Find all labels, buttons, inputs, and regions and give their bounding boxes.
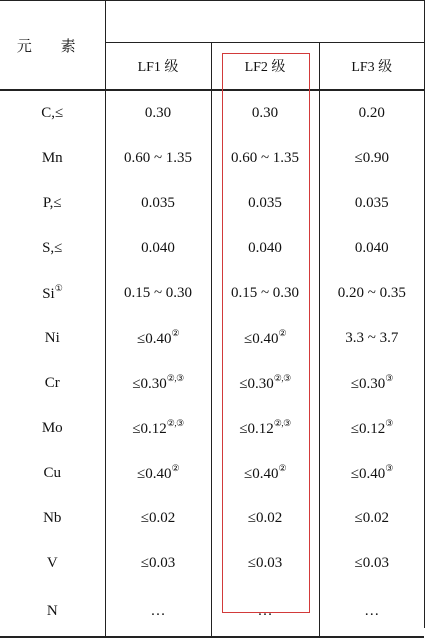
value-cell — [105, 136, 211, 181]
value-text: ≤0.03 — [140, 555, 176, 571]
value-text: ≤0.12 — [350, 421, 386, 437]
value-footnote-mark: ②,③ — [273, 418, 291, 428]
value-cell — [105, 226, 211, 271]
element-name: Ni — [44, 330, 60, 346]
value-cell — [105, 541, 211, 586]
value-cell — [319, 496, 424, 541]
value-cell — [211, 181, 319, 226]
value-cell — [105, 316, 211, 361]
value-cell — [211, 90, 319, 136]
element-name: Cu — [43, 465, 61, 481]
table-row — [0, 136, 424, 181]
value-cell — [319, 541, 424, 586]
table-row — [0, 90, 424, 136]
table-row — [0, 496, 424, 541]
value-text: 0.60 ~ 1.35 — [230, 150, 300, 166]
value-text: 3.3 ~ 3.7 — [345, 330, 399, 346]
value-text: ≤0.02 — [140, 510, 176, 526]
value-cell — [211, 496, 319, 541]
value-text: 0.60 ~ 1.35 — [123, 150, 193, 166]
element-name: Mn — [41, 150, 63, 166]
element-name: C,≤ — [41, 105, 64, 121]
element-name: Nb — [43, 510, 62, 526]
value-text: ≤0.40 — [350, 466, 386, 482]
value-text: … — [364, 602, 380, 619]
value-cell — [211, 586, 319, 637]
value-text: 0.035 — [354, 195, 389, 211]
element-cell — [0, 586, 105, 637]
value-text: ≤0.03 — [354, 555, 389, 571]
table-body — [0, 90, 424, 637]
element-name: Si — [42, 286, 55, 302]
value-footnote-mark: ② — [278, 463, 287, 473]
value-cell — [211, 406, 319, 451]
element-name: N — [46, 602, 58, 619]
table-row — [0, 541, 424, 586]
element-cell — [0, 316, 105, 361]
value-cell — [105, 586, 211, 637]
value-cell — [319, 136, 424, 181]
element-cell — [0, 181, 105, 226]
value-text: ≤0.03 — [247, 555, 283, 571]
grade-group-header — [105, 1, 424, 43]
value-text: ≤0.30 — [132, 376, 167, 392]
table-row — [0, 181, 424, 226]
value-text: … — [150, 602, 166, 619]
value-text: ≤0.40 — [243, 466, 279, 482]
element-cell — [0, 136, 105, 181]
element-cell — [0, 406, 105, 451]
table-row — [0, 361, 424, 406]
element-cell — [0, 361, 105, 406]
value-footnote-mark: ③ — [385, 418, 393, 428]
element-name: V — [46, 555, 58, 571]
value-text: ≤0.02 — [247, 510, 283, 526]
grade-header-lf1: LF1 级 — [105, 43, 211, 90]
value-text: 0.040 — [141, 240, 175, 256]
value-text: … — [257, 602, 273, 619]
value-cell — [211, 271, 319, 316]
value-footnote-mark: ② — [171, 463, 180, 473]
value-cell — [105, 271, 211, 316]
value-cell — [319, 451, 424, 496]
element-cell — [0, 496, 105, 541]
element-cell — [0, 90, 105, 136]
value-cell — [319, 361, 424, 406]
value-footnote-mark: ② — [278, 328, 287, 338]
value-cell — [105, 451, 211, 496]
value-text: ≤0.12 — [132, 421, 167, 437]
value-text: 0.035 — [248, 195, 282, 211]
value-text: 0.20 ~ 0.35 — [337, 285, 406, 301]
value-cell — [319, 271, 424, 316]
value-cell — [319, 316, 424, 361]
value-text: 0.040 — [248, 240, 282, 256]
value-cell — [211, 316, 319, 361]
value-text: ≤0.12 — [239, 421, 274, 437]
value-text: ≤0.90 — [354, 150, 389, 166]
value-footnote-mark: ③ — [385, 373, 393, 383]
value-cell — [105, 361, 211, 406]
value-text: ≤0.02 — [354, 510, 389, 526]
element-cell — [0, 226, 105, 271]
element-cell — [0, 541, 105, 586]
value-text: 0.15 ~ 0.30 — [230, 285, 300, 301]
element-cell — [0, 271, 105, 316]
table-row — [0, 406, 424, 451]
value-text: 0.040 — [354, 240, 389, 256]
value-cell — [211, 226, 319, 271]
value-cell — [105, 406, 211, 451]
value-cell — [211, 136, 319, 181]
value-footnote-mark: ③ — [385, 463, 393, 473]
value-footnote-mark: ②,③ — [166, 418, 184, 428]
value-text: ≤0.40 — [136, 331, 172, 347]
element-name: S,≤ — [42, 240, 63, 256]
value-text: ≤0.40 — [136, 466, 172, 482]
value-cell — [319, 181, 424, 226]
value-cell — [105, 90, 211, 136]
value-footnote-mark: ② — [171, 328, 180, 338]
element-cell — [0, 451, 105, 496]
value-cell — [319, 406, 424, 451]
element-name: Mo — [41, 420, 63, 436]
value-cell — [105, 496, 211, 541]
grade-header-lf3: LF3 级 — [319, 43, 424, 90]
value-text: 0.30 — [144, 105, 172, 121]
grade-header-lf2: LF2 级 — [211, 43, 319, 90]
value-cell — [319, 586, 424, 637]
element-name: P,≤ — [42, 195, 62, 211]
value-text: ≤0.30 — [350, 376, 386, 392]
value-cell — [319, 226, 424, 271]
value-cell — [319, 90, 424, 136]
table-row — [0, 586, 424, 637]
value-cell — [105, 181, 211, 226]
element-name: Cr — [44, 375, 60, 391]
table-row — [0, 226, 424, 271]
value-text: 0.30 — [251, 105, 279, 121]
element-footnote-mark: ① — [54, 283, 63, 293]
value-footnote-mark: ②,③ — [273, 373, 291, 383]
table-row — [0, 271, 424, 316]
value-cell — [211, 451, 319, 496]
element-column-header: 元 素 — [0, 1, 105, 91]
value-text: 0.035 — [141, 195, 175, 211]
value-text: 0.15 ~ 0.30 — [123, 285, 193, 301]
value-cell — [211, 541, 319, 586]
table-row — [0, 451, 424, 496]
value-text: ≤0.30 — [239, 376, 274, 392]
value-cell — [211, 361, 319, 406]
value-text: ≤0.40 — [243, 331, 279, 347]
value-text: 0.20 — [358, 105, 385, 121]
value-footnote-mark: ②,③ — [166, 373, 184, 383]
table-row — [0, 316, 424, 361]
